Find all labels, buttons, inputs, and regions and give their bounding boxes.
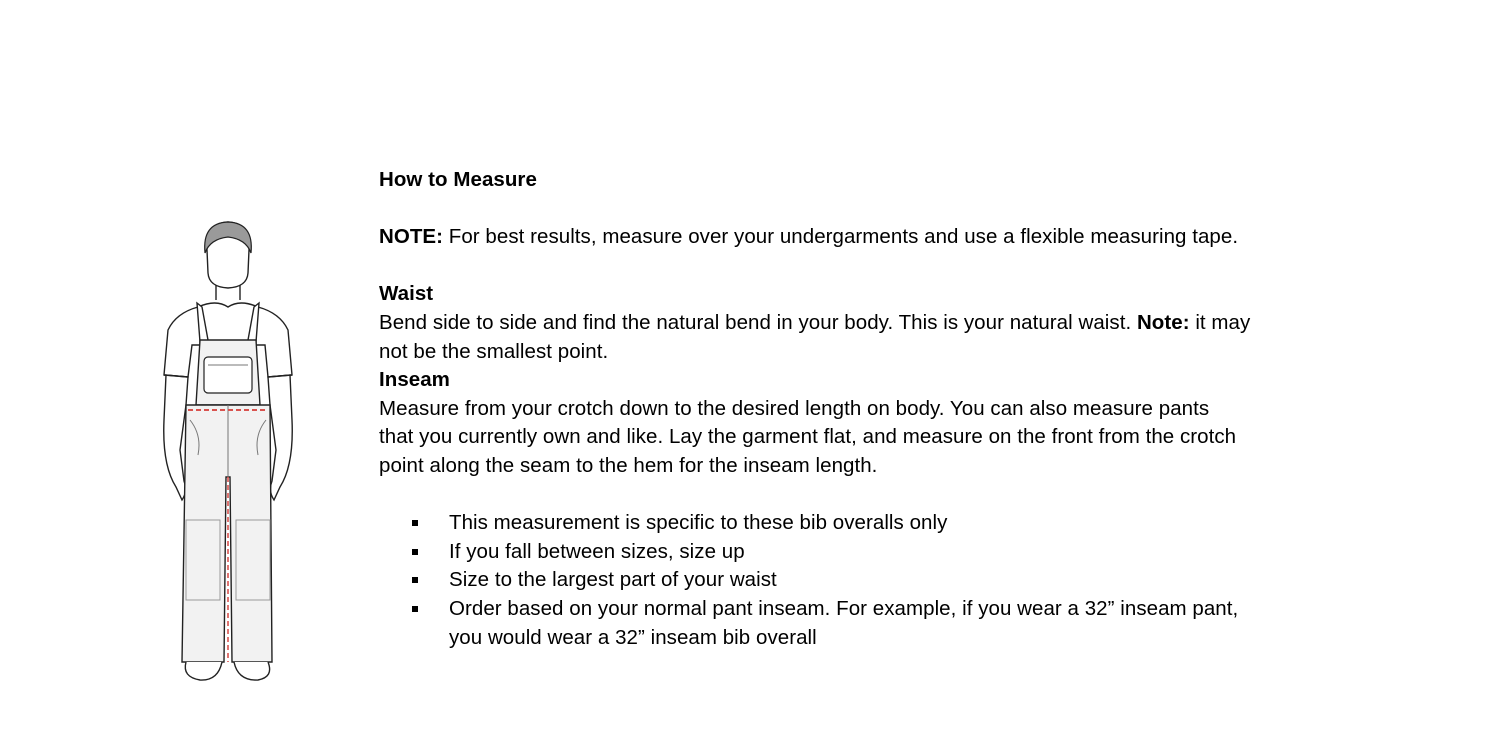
- waist-text: [379, 309, 1319, 338]
- bullet-icon: [412, 577, 418, 583]
- bullet-icon: [412, 549, 418, 555]
- inseam-line-1: Measure from your crotch down to the desired length on body. You can also measure pants: [379, 396, 1210, 420]
- person-in-bib-overalls-illustration: [150, 215, 310, 685]
- list-item-continuation: you would wear a 32” inseam bib overall: [449, 625, 817, 649]
- note-paragraph: [379, 223, 1319, 252]
- list-item: Size to the largest part of your waist: [379, 566, 1319, 595]
- inseam-heading: Inseam: [379, 368, 450, 392]
- waist-heading: Waist: [379, 282, 434, 306]
- bullet-icon: [412, 606, 418, 612]
- page-title: How to Measure: [379, 168, 537, 191]
- inseam-line-3: point along the seam to the hem for the inseam length.: [379, 453, 878, 477]
- waist-line-1-end: it may: [1189, 310, 1251, 334]
- waist-note-label: Note:: [1136, 310, 1190, 334]
- note-label: NOTE:: [379, 225, 444, 249]
- bib-overalls-figure: [150, 215, 310, 685]
- bullet-icon: [412, 520, 418, 526]
- waist-line-1: Bend side to side and find the natural bend in your body. This is your natural waist.: [379, 310, 1137, 334]
- waist-line-2: not be the smallest point.: [379, 339, 609, 363]
- inseam-line-2: that you currently own and like. Lay the garment flat, and measure on the front from the crotch: [379, 425, 1237, 449]
- tips-list: [379, 509, 1319, 652]
- list-item: Order based on your normal pant inseam. For example, if you wear a 32” inseam pant,: [379, 595, 1319, 624]
- list-item: This measurement is specific to these bib overalls only: [379, 509, 1319, 538]
- measure-instructions: [379, 166, 1319, 652]
- note-text: For best results, measure over your undergarments and use a flexible measuring tape.: [443, 225, 1239, 249]
- list-item: If you fall between sizes, size up: [379, 538, 1319, 567]
